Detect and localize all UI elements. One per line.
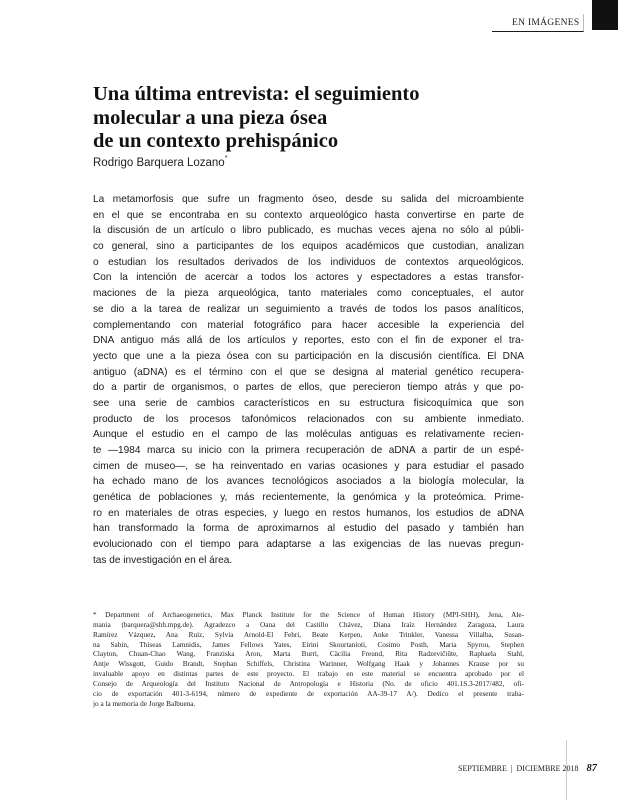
abstract-line: co general, sino a participantes de los equipos académicos que custodian, analizan (93, 241, 524, 253)
title-line: molecular a una pieza ósea (93, 106, 328, 129)
abstract-line: Aunque el estudio en el campo de las moléculas antiguas es relativamente recien- (93, 429, 524, 441)
abstract-line: la discusión de un artículo o libro publicado, es muchas veces ajena no sólo al públi- (93, 225, 524, 237)
abstract-line: ro en materiales de otras especies, y luego en restos humanos, los estudios de aDNA (93, 507, 524, 519)
footer-separator: | (510, 763, 513, 773)
page-footer (458, 761, 597, 775)
abstract-line: see una serie de cambios característicos en su estructura fisicoquímica que son (93, 397, 524, 409)
footnote-line: Clayton, Chuan-Chao Wang, Franziska Aron, Marta Burri, Cäcilia Freund, Rita Radzevičiūte, Raphaela Stahl, (93, 650, 524, 659)
abstract-line: ha echado mano de los avances tecnológicos asociados a la biología molecular, la (93, 476, 524, 488)
abstract-line: tas de investigación en el área. (93, 554, 233, 566)
title-line: de un contexto prehispánico (93, 130, 339, 152)
author-byline (93, 157, 227, 169)
abstract-line: Con la intención de acercar a todos los actores y espectadores a estas transfor- (93, 272, 524, 284)
abstract-line: La metamorfosis que sufre un fragmento óseo, desde su salida del microambiente (93, 194, 524, 205)
author-footnote (93, 611, 524, 709)
footnote-line: invaluable apoyo en distintas partes de este proyecto. El trabajo en este material se encuentra aprobado por el (93, 670, 524, 679)
section-tag: EN IMÁGENES (492, 14, 584, 32)
abstract-line: genética de poblaciones y, más recientemente, la genómica y la proteómica. Prime- (93, 492, 524, 504)
abstract-line: producto de los procesos tafonómicos relacionados con su ambiente inmediato. (93, 413, 524, 425)
footnote-line: * Department of Archaeogenetics, Max Planck Institute for the Science of Human History (MPI-SHH), Jena, Ale- (93, 611, 524, 619)
footer-issue-detail: DICIEMBRE 2018 (516, 763, 579, 773)
abstract-line: cimen de museo—, se ha reinventado en varias ocasiones y para estudiar el pasado (93, 460, 524, 472)
footnote-line: Ramírez Vázquez, Ana Ruiz, Sylvia Arnold-El Fehri, Beate Kerpen, Anke Trinkler, Vanessa Villalba, Susan- (93, 630, 524, 639)
abstract-line: antiguo (aDNA) es el término con el que se designa al material genético recupera- (93, 366, 524, 378)
abstract-line: te —1984 marca su inicio con la primera recuperación de aDNA a partir de un espé- (93, 445, 524, 456)
abstract-line: en el que se encontraba en su contexto arqueológico hasta convertirse en parte de (93, 209, 524, 221)
author-footnote-marker: * (224, 155, 228, 162)
abstract-line: han transformado la forma de aproximarnos al estudio del pasado y también han (93, 523, 524, 535)
abstract-line: complementando con material fotográfico para hacer accesible la experiencia del (93, 319, 524, 331)
author-name: Rodrigo Barquera Lozano (93, 157, 225, 169)
footer-issue-month: SEPTIEMBRE (458, 763, 507, 773)
footnote-line: Antje Wissgott, Guido Brandt, Stephan Schiffels, Christina Warinner, Wolfgang Haak y Johannes Krause por su (93, 660, 524, 669)
footnote-line: jo a la memoria de Jorge Balbuena. (93, 699, 196, 708)
abstract-line: o estudian los resultados derivados de los individuos de contextos arqueológicos. (93, 256, 524, 268)
footnote-line: cio de exportación 401-3-6194, número de expediente de exportación AA-39-17 A/). Dedico el presente traba- (93, 689, 524, 698)
abstract-paragraph (93, 192, 524, 569)
abstract-line: se dio a la tarea de realizar un seguimiento a través de todos los pasos analíticos, (93, 303, 524, 315)
abstract-line: evolucionado con el tiempo para adaptarse a las exigencias de las nuevas pregun- (93, 539, 524, 551)
footnote-line: mania (barquera@shh.mpg.de). Agradezco a Oana del Castillo Chávez, Diana Iraíz Hernández Zaragoza, Laura (93, 620, 524, 629)
corner-marker (592, 0, 618, 30)
page-number: 87 (586, 762, 598, 774)
abstract-line: maciones de la pieza arqueológica, tanto materiales como conceptuales, el autor (93, 288, 524, 300)
footnote-line: na Sabin, Thiseas Lamnidis, James Fellows Yates, Eirini Skourtanioti, Cosimo Posth, Maria Spyrou, Stephen (93, 640, 524, 649)
footnote-line: Consejo de Arqueología del Instituto Nacional de Antropología e Historia (No. de oficio 401.1S.3-2017/482, ofi- (93, 679, 524, 688)
abstract-line: DNA antiguo más allá de los artículos y reportes, esto con el fin de exponer el tra- (93, 335, 524, 347)
title-line: Una última entrevista: el seguimiento (93, 83, 420, 105)
abstract-line: do a partir de organismos, o partes de ellos, que perecieron tiempo atrás y que po- (93, 382, 524, 394)
abstract-line: yecto que une a la pieza ósea con su participación en la discusión científica. El DNA (93, 350, 524, 362)
article-title (93, 83, 533, 154)
